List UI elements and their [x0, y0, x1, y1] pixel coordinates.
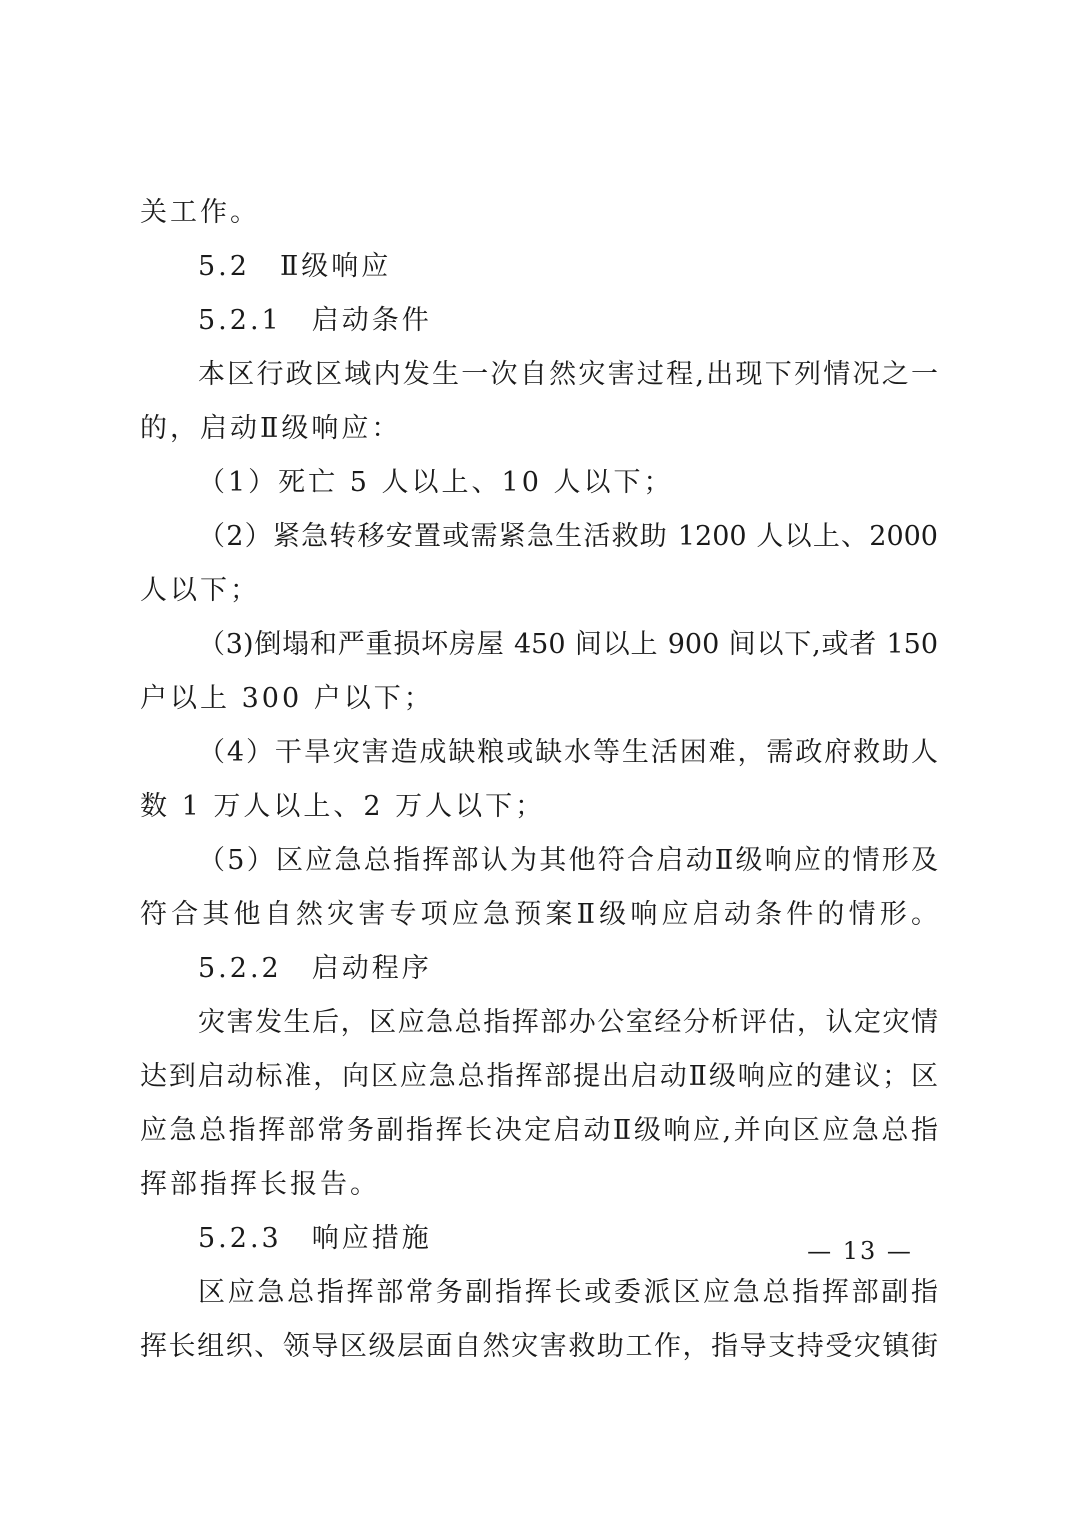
list-item-5-line: 符合其他自然灾害专项应急预案Ⅱ级响应启动条件的情形。 [140, 899, 938, 930]
list-item-2-line: （2）紧急转移安置或需紧急生活救助 1200 人以上、2000 [198, 521, 938, 552]
body-line: 区应急总指挥部常务副指挥长或委派区应急总指挥部副指 [198, 1277, 938, 1308]
list-item-5-line: （5）区应急总指挥部认为其他符合启动Ⅱ级响应的情形及 [198, 845, 938, 876]
list-item-3-line: 户以上 300 户以下； [140, 683, 434, 714]
subsection-heading-5-2-3: 5.2.3 响应措施 [198, 1223, 432, 1254]
subsection-heading-5-2-2: 5.2.2 启动程序 [198, 953, 432, 984]
body-line: 挥部指挥长报告。 [140, 1169, 380, 1200]
body-line: 应急总指挥部常务副指挥长决定启动Ⅱ级响应,并向区应急总指 [140, 1115, 938, 1146]
body-line: 达到启动标准，向区应急总指挥部提出启动Ⅱ级响应的建议；区 [140, 1061, 938, 1092]
subsection-heading-5-2-1: 5.2.1 启动条件 [198, 305, 432, 336]
list-item-3-line: （3)倒塌和严重损坏房屋 450 间以上 900 间以下,或者 150 [198, 629, 938, 660]
section-heading-5-2: 5.2 Ⅱ级响应 [198, 251, 392, 282]
body-line: 的，启动Ⅱ级响应： [140, 413, 402, 444]
list-item-4-line: 数 1 万人以上、2 万人以下； [140, 791, 546, 822]
document-body [140, 186, 938, 1374]
body-line: 灾害发生后，区应急总指挥部办公室经分析评估，认定灾情 [198, 1007, 938, 1038]
list-item-4-line: （4）干旱灾害造成缺粮或缺水等生活困难，需政府救助人 [198, 737, 938, 768]
page-number: — 13 — [807, 1237, 913, 1265]
list-item-2-line: 人以下； [140, 575, 260, 606]
body-line: 挥长组织、领导区级层面自然灾害救助工作，指导支持受灾镇街 [140, 1331, 938, 1362]
list-item-1: （1）死亡 5 人以上、10 人以下； [198, 467, 674, 498]
paragraph-continuation-line: 关工作。 [140, 197, 260, 228]
body-line: 本区行政区域内发生一次自然灾害过程,出现下列情况之一 [198, 359, 938, 390]
